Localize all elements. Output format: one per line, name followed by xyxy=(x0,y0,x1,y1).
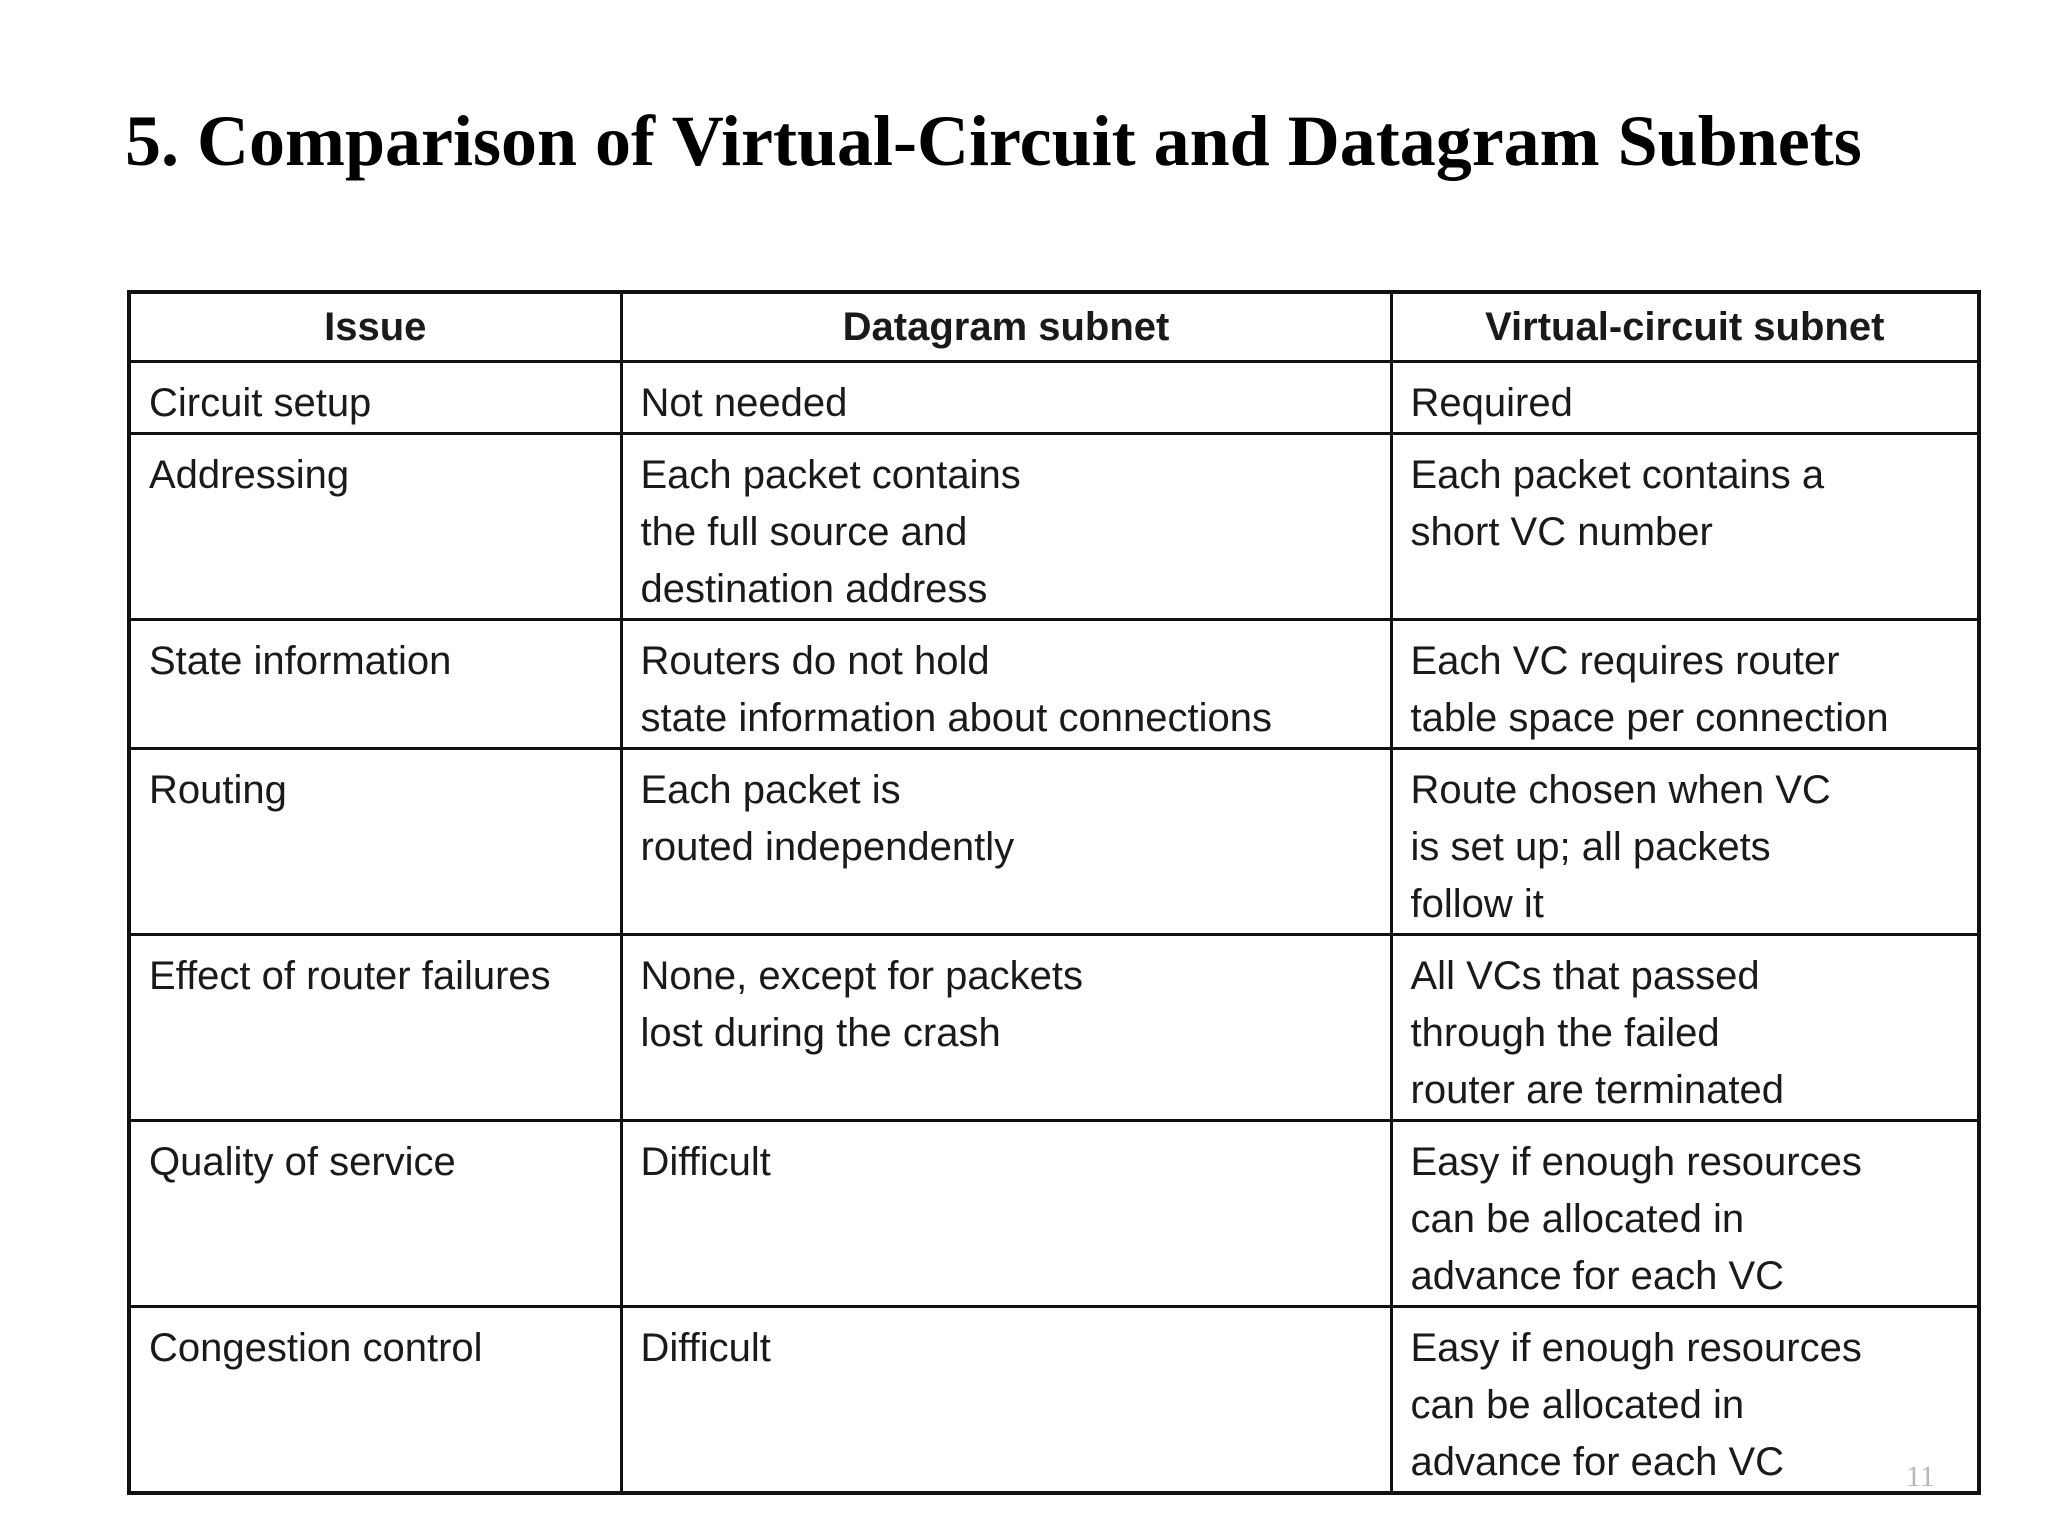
table-header-row xyxy=(129,292,1979,362)
issue-cell: Quality of service xyxy=(129,1121,621,1307)
datagram-cell: Each packet is routed independently xyxy=(621,749,1391,935)
header-datagram-subnet: Datagram subnet xyxy=(621,292,1391,362)
page-number: 11 xyxy=(1906,1460,1935,1493)
table-row xyxy=(129,1121,1979,1307)
header-virtual-circuit-subnet: Virtual-circuit subnet xyxy=(1391,292,1979,362)
datagram-cell: Not needed xyxy=(621,362,1391,434)
virtual-circuit-cell: Route chosen when VC is set up; all packets follow it xyxy=(1391,749,1979,935)
datagram-cell: None, except for packets lost during the crash xyxy=(621,935,1391,1121)
issue-cell: Circuit setup xyxy=(129,362,621,434)
issue-cell: Addressing xyxy=(129,434,621,620)
datagram-cell: Each packet contains the full source and destination address xyxy=(621,434,1391,620)
table-row xyxy=(129,620,1979,749)
table-row xyxy=(129,1307,1979,1494)
comparison-table xyxy=(127,290,1981,1495)
virtual-circuit-cell: Easy if enough resources can be allocated in advance for each VC xyxy=(1391,1307,1979,1494)
datagram-cell: Difficult xyxy=(621,1307,1391,1494)
table-row xyxy=(129,434,1979,620)
slide-title: 5. Comparison of Virtual-Circuit and Datagram Subnets xyxy=(125,101,1862,181)
issue-cell: Routing xyxy=(129,749,621,935)
table-row xyxy=(129,749,1979,935)
virtual-circuit-cell: Required xyxy=(1391,362,1979,434)
virtual-circuit-cell: Easy if enough resources can be allocated in advance for each VC xyxy=(1391,1121,1979,1307)
datagram-cell: Routers do not hold state information about connections xyxy=(621,620,1391,749)
virtual-circuit-cell: Each packet contains a short VC number xyxy=(1391,434,1979,620)
datagram-cell: Difficult xyxy=(621,1121,1391,1307)
virtual-circuit-cell: All VCs that passed through the failed router are terminated xyxy=(1391,935,1979,1121)
issue-cell: Effect of router failures xyxy=(129,935,621,1121)
issue-cell: State information xyxy=(129,620,621,749)
table-row xyxy=(129,362,1979,434)
table-row xyxy=(129,935,1979,1121)
issue-cell: Congestion control xyxy=(129,1307,621,1494)
virtual-circuit-cell: Each VC requires router table space per connection xyxy=(1391,620,1979,749)
header-issue: Issue xyxy=(129,292,621,362)
